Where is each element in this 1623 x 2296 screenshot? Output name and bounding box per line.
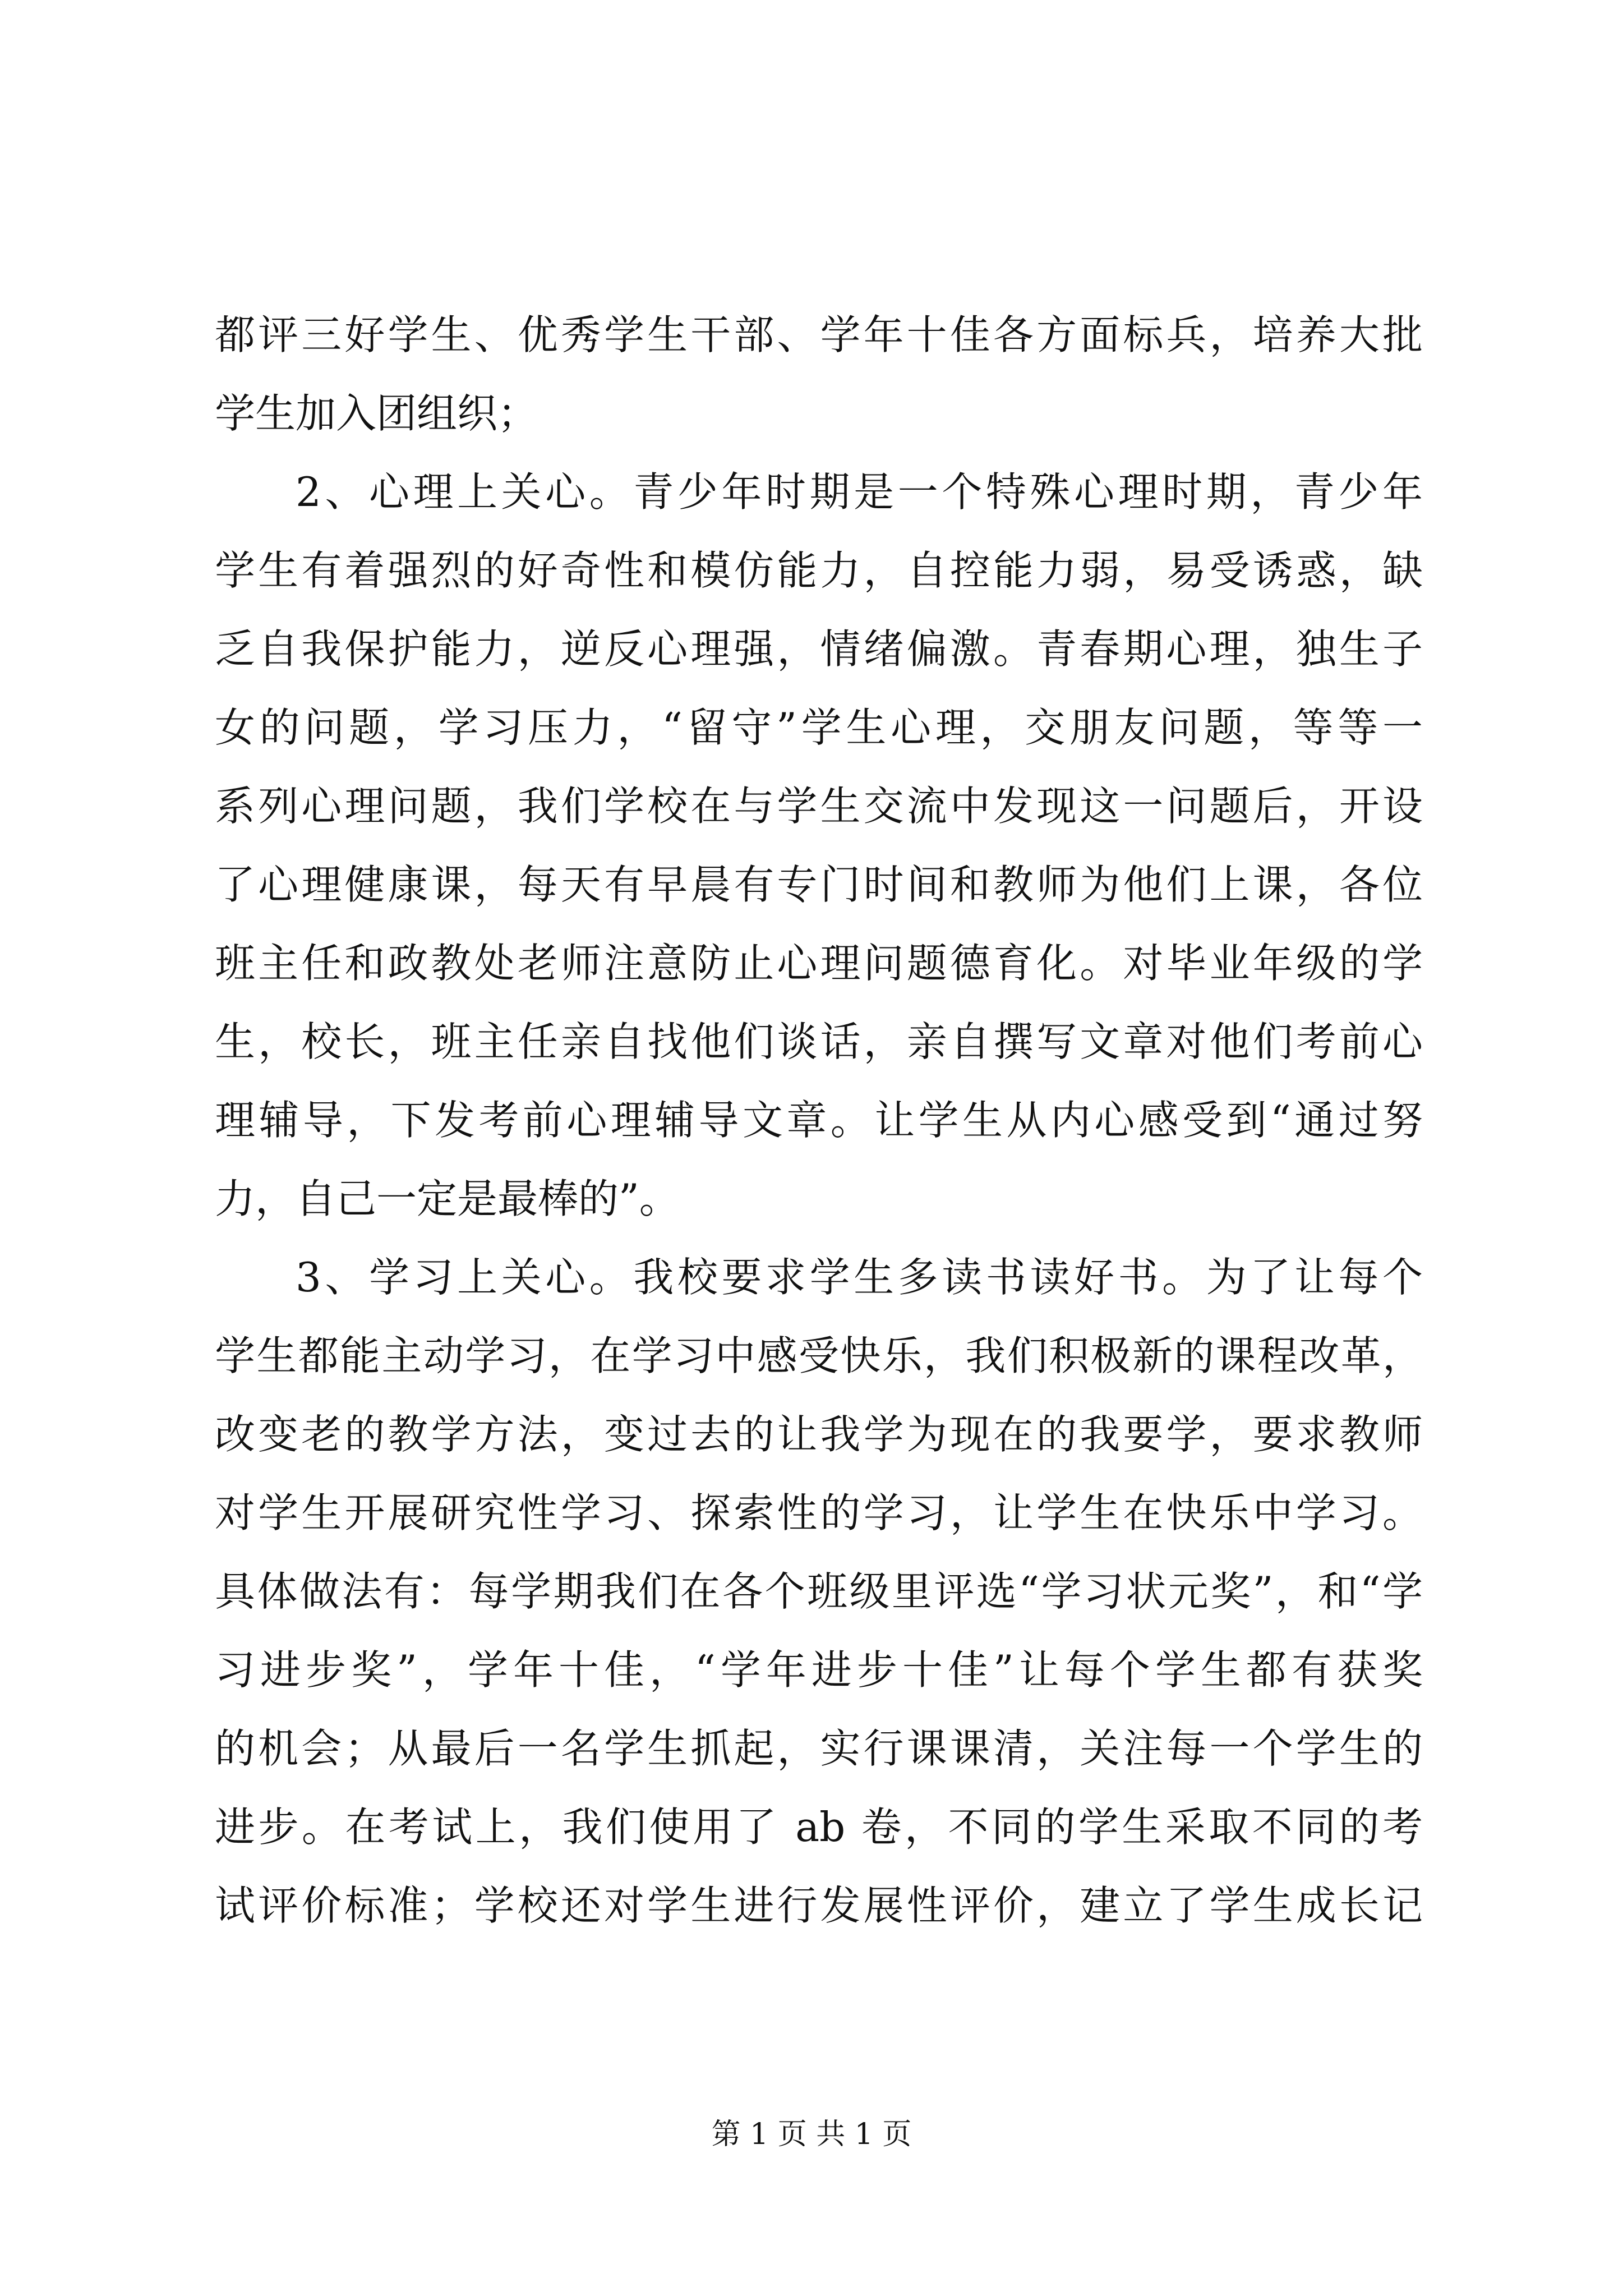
text-line: 学生都能主动学习，在学习中感受快乐，我们积极新的课程改革，: [215, 1332, 1423, 1379]
text-line: 的机会；从最后一名学生抓起，实行课课清，关注每一个学生的: [215, 1725, 1423, 1772]
text-line: 班主任和政教处老师注意防止心理问题德育化。对毕业年级的学: [215, 940, 1423, 987]
text-line: 具体做法有：每学期我们在各个班级里评选“学习状元奖”，和“学: [215, 1568, 1423, 1615]
text-line: 学生加入团组织；: [215, 390, 538, 437]
text-line: 试评价标准；学校还对学生进行发展性评价，建立了学生成长记: [215, 1882, 1423, 1929]
text-line: 改变老的教学方法，变过去的让我学为现在的我要学，要求教师: [215, 1411, 1423, 1458]
text-line: 习进步奖”，学年十佳，“学年进步十佳”让每个学生都有获奖: [215, 1646, 1423, 1694]
text-line: 生，校长，班主任亲自找他们谈话，亲自撰写文章对他们考前心: [215, 1018, 1423, 1065]
text-line: 了心理健康课，每天有早晨有专门时间和教师为他们上课，各位: [215, 861, 1423, 908]
text-line: 力，自己一定是最棒的”。: [215, 1175, 680, 1222]
text-line: 都评三好学生、优秀学生干部、学年十佳各方面标兵，培养大批: [215, 311, 1423, 358]
text-line: 2、心理上关心。青少年时期是一个特殊心理时期，青少年: [296, 468, 1423, 516]
text-line: 理辅导，下发考前心理辅导文章。让学生从内心感受到“通过努: [215, 1097, 1423, 1144]
text-line: 女的问题，学习压力，“留守”学生心理，交朋友问题，等等一: [215, 704, 1423, 751]
text-line: 系列心理问题，我们学校在与学生交流中发现这一问题后，开设: [215, 783, 1423, 830]
text-line: 乏自我保护能力，逆反心理强，情绪偏激。青春期心理，独生子: [215, 625, 1423, 673]
text-line: 3、学习上关心。我校要求学生多读书读好书。为了让每个: [296, 1254, 1423, 1301]
text-line: 对学生开展研究性学习、探索性的学习，让学生在快乐中学习。: [215, 1489, 1423, 1536]
text-line: 学生有着强烈的好奇性和模仿能力，自控能力弱，易受诱惑，缺: [215, 547, 1423, 594]
text-line: 进步。在考试上，我们使用了 ab 卷，不同的学生采取不同的考: [215, 1803, 1423, 1851]
page-footer: 第 1 页 共 1 页: [711, 2118, 912, 2151]
document-body: [215, 296, 1423, 1945]
